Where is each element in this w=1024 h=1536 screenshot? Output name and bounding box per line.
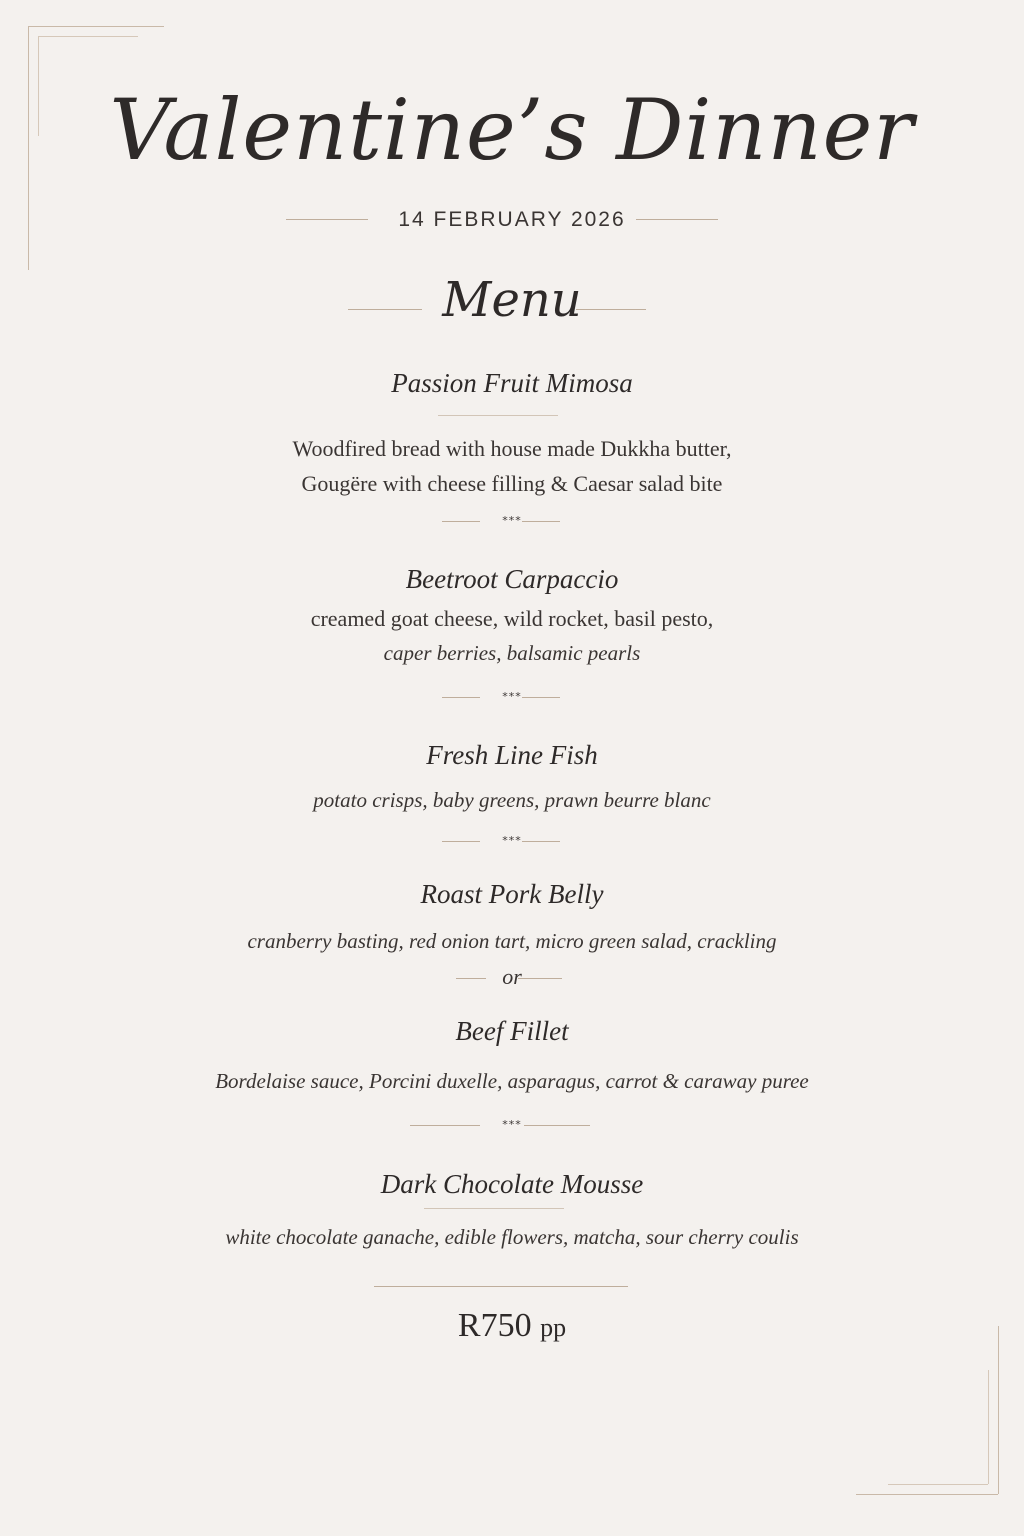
course-description: white chocolate ganache, edible flowers, matcha, sour cherry coulis [225, 1225, 799, 1249]
separator-stars: *** [502, 834, 522, 847]
separator-stars: *** [502, 1118, 522, 1131]
separator-rule-right [522, 841, 560, 842]
menu-heading: Menu [442, 272, 582, 328]
course-description: cranberry basting, red onion tart, micro green salad, crackling [247, 929, 777, 953]
separator-stars: *** [502, 514, 522, 527]
price-amount: R750 [457, 1307, 532, 1344]
course-name: Passion Fruit Mimosa [391, 368, 633, 398]
corner-ornament-bottom-right-inner [988, 1370, 989, 1484]
or-rule-right [518, 978, 562, 979]
corner-ornament-bottom-right [856, 1494, 998, 1495]
course-name: Beetroot Carpaccio [405, 564, 619, 594]
price-rule [374, 1286, 628, 1287]
date-rule-right [636, 219, 718, 220]
page-title: Valentine’s Dinner [109, 81, 915, 179]
separator-stars: *** [502, 690, 522, 703]
course-name: Fresh Line Fish [426, 740, 598, 770]
corner-ornament-top-left-inner [38, 36, 138, 37]
course-name: Beef Fillet [455, 1016, 569, 1046]
price-unit: pp [540, 1313, 567, 1342]
course-description: Woodfired bread with house made Dukkha butter, [292, 436, 732, 461]
corner-ornament-top-left [28, 26, 164, 27]
price [0, 1304, 1024, 1350]
separator-rule-right [522, 521, 560, 522]
event-date: 14 FEBRUARY 2026 [398, 208, 626, 231]
course-description: potato crisps, baby greens, prawn beurre blanc [313, 788, 711, 812]
menu-rule-right [576, 309, 646, 310]
course-description: Gougëre with cheese filling & Caesar salad bite [301, 471, 723, 496]
course-underline [424, 1208, 564, 1209]
course-name: Roast Pork Belly [420, 879, 604, 909]
corner-ornament-bottom-right-inner [888, 1484, 988, 1485]
corner-ornament-bottom-right [998, 1326, 999, 1494]
course-description: Bordelaise sauce, Porcini duxelle, asparagus, carrot & caraway puree [215, 1069, 809, 1093]
course-name: Dark Chocolate Mousse [380, 1169, 644, 1199]
separator-rule-right [524, 1125, 590, 1126]
course-underline [438, 415, 558, 416]
course-description: caper berries, balsamic pearls [383, 641, 641, 665]
separator-rule-right [522, 697, 560, 698]
or-divider: or [502, 964, 522, 989]
course-description: creamed goat cheese, wild rocket, basil pesto, [310, 606, 714, 631]
